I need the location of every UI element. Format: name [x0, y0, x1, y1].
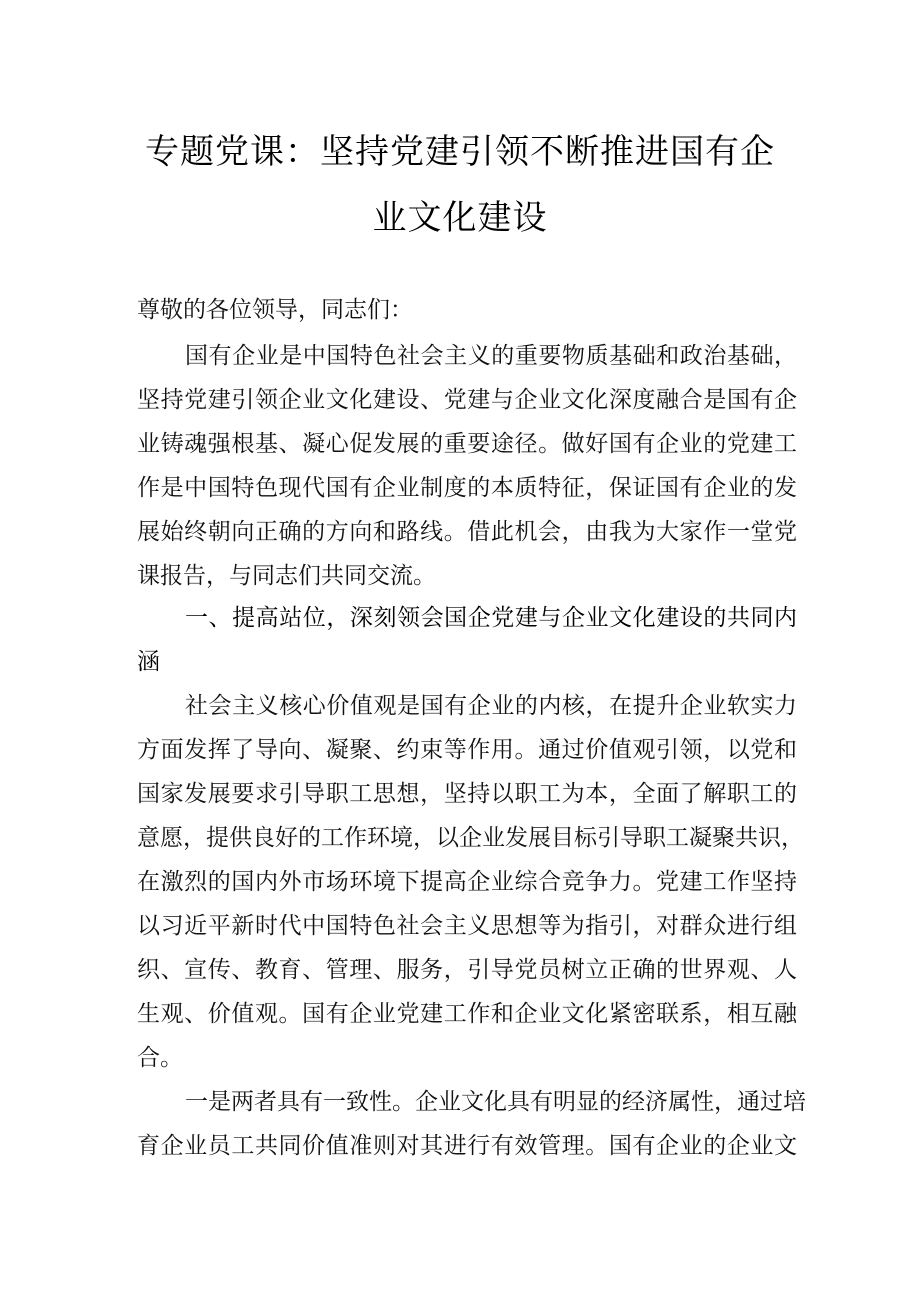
paragraph-1-line: 国有企业是中国特色社会主义的重要物质基础和政治基础，: [185, 343, 797, 369]
paragraph-2-line: 织、宣传、教育、管理、服务，引导党员树立正确的世界观、人: [137, 957, 797, 983]
paragraph-3-line: 一是两者具有一致性。企业文化具有明显的经济属性，通过培: [185, 1089, 806, 1115]
document-title-line-1: 专题党课：坚持党建引领不断推进国有企: [145, 132, 775, 172]
salutation: 尊敬的各位领导，同志们：: [137, 297, 413, 323]
paragraph-2-line: 社会主义核心价值观是国有企业的内核，在提升企业软实力: [185, 693, 797, 719]
section-heading-1-continued: 涵: [137, 649, 160, 675]
paragraph-2-line: 生观、价值观。国有企业党建工作和企业文化紧密联系，相互融: [137, 1001, 797, 1027]
section-heading-1: 一、提高站位，深刻领会国企党建与企业文化建设的共同内: [185, 605, 797, 631]
paragraph-1-line: 作是中国特色现代国有企业制度的本质特征，保证国有企业的发: [137, 475, 797, 501]
paragraph-1-line: 课报告，与同志们共同交流。: [137, 563, 436, 589]
paragraph-1-line: 展始终朝向正确的方向和路线。借此机会，由我为大家作一堂党: [137, 519, 797, 545]
paragraph-1-line: 业铸魂强根基、凝心促发展的重要途径。做好国有企业的党建工: [137, 431, 797, 457]
paragraph-2-line: 意愿，提供良好的工作环境，以企业发展目标引导职工凝聚共识，: [137, 825, 804, 851]
paragraph-3-line: 育企业员工共同价值准则对其进行有效管理。国有企业的企业文: [137, 1133, 797, 1159]
paragraph-2-line: 合。: [137, 1045, 183, 1071]
paragraph-2-line: 国家发展要求引导职工思想，坚持以职工为本，全面了解职工的: [137, 781, 797, 807]
paragraph-2-line: 以习近平新时代中国特色社会主义思想等为指引，对群众进行组: [137, 913, 797, 939]
paragraph-2-line: 方面发挥了导向、凝聚、约束等作用。通过价值观引领，以党和: [137, 737, 797, 763]
document-title-line-2: 业文化建设: [372, 198, 548, 238]
paragraph-1-line: 坚持党建引领企业文化建设、党建与企业文化深度融合是国有企: [137, 387, 797, 413]
paragraph-2-line: 在激烈的国内外市场环境下提高企业综合竞争力。党建工作坚持: [137, 869, 797, 895]
